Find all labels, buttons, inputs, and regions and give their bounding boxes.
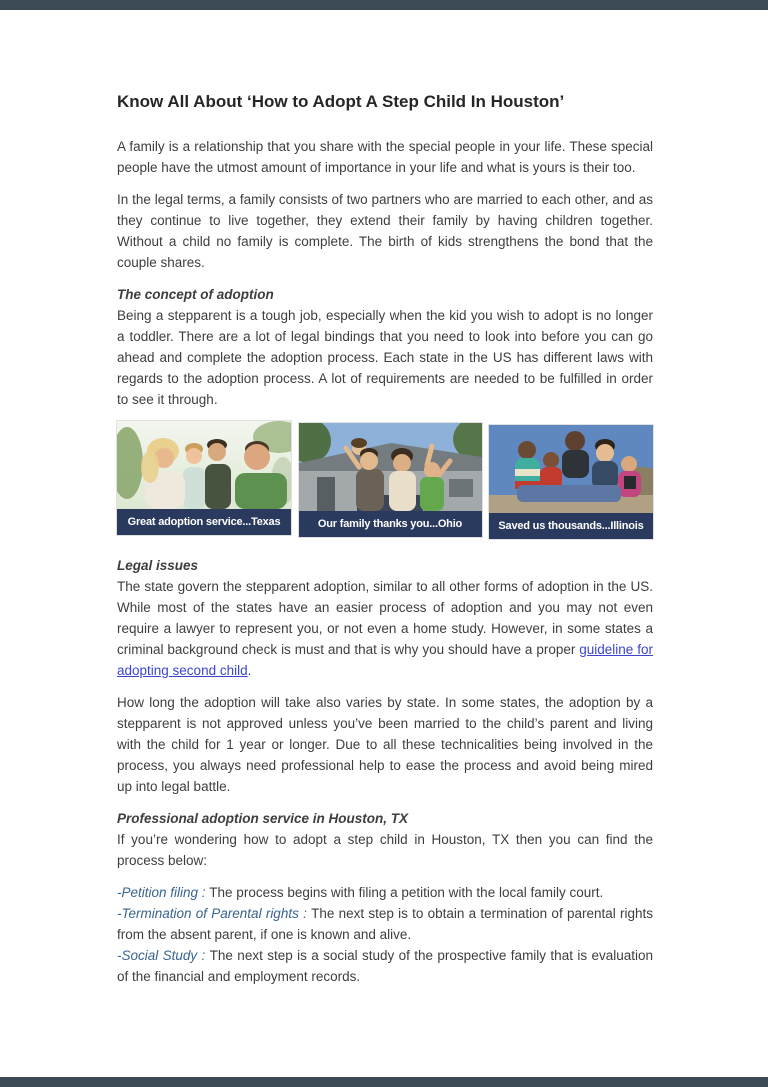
concept-section-paragraph: Being a stepparent is a tough job, especially when the kid you wish to adopt is no longer a toddler. There are a lot of legal bindings that you need to look into before you can go ahead and complete the adoption process. Each state in the US has different laws with regards to the adoption process. A lot of requirements are needed to be fulfilled in order to see it through. [117, 308, 653, 407]
legal-text-before-link: The state govern the stepparent adoption, similar to all other forms of adoption in the US. While most of the states have an easier process of adoption and you may not even require a lawyer to represent you, or not even a home study. However, in some states a criminal background check is must and that is why you should have a proper [117, 579, 653, 657]
legal-section-paragraph-2: How long the adoption will take also varies by state. In some states, the adoption by a stepparent is not approved unless you’ve been married to the child’s parent and living with the child for 1 year or longer. Due to all these technicalities being involved in the process, you always need professional help to ease the process and avoid being mired up into legal battle. [117, 695, 653, 794]
adoption-steps-list [117, 882, 653, 987]
family-photo-ohio-illustration [299, 423, 482, 511]
step-label: -Social Study : [117, 948, 210, 963]
legal-text-after-link: . [247, 663, 252, 678]
photo-caption-texas: Great adoption service...Texas [117, 509, 291, 535]
step-label: -Termination of Parental rights : [117, 906, 312, 921]
legal-section-paragraph [117, 576, 653, 681]
step-item-termination-rights [117, 903, 653, 945]
photo-caption-ohio: Our family thanks you...Ohio [299, 511, 482, 537]
legal-section-heading: Legal issues [117, 558, 199, 573]
step-text: The process begins with filing a petition with the local family court. [209, 885, 604, 900]
step-text: The next step is to obtain a termination of parental rights from the absent parent, if one is known and alive. [117, 906, 653, 942]
document-content [117, 90, 653, 987]
bottom-edge-bar [0, 1077, 768, 1087]
adopting-second-child-link[interactable]: guideline for adopting second child [117, 642, 653, 678]
intro-paragraph-1: A family is a relationship that you share with the special people in your life. These special people have the utmost amount of importance in your life and what is yours is their too. [117, 139, 653, 175]
concept-section-heading: The concept of adoption [117, 287, 274, 302]
step-text: The next step is a social study of the prospective family that is evaluation of the financial and employment records. [117, 948, 653, 984]
step-item-petition-filing [117, 882, 653, 903]
page-title: Know All About ‘How to Adopt A Step Child In Houston’ [117, 92, 565, 111]
adoption-photo-illinois [489, 425, 653, 539]
intro-paragraph-2: In the legal terms, a family consists of two partners who are married to each other, and as they continue to live together, they extend their family by having children together. Without a child no family is complete. The birth of kids strengthens the bond that the couple shares. [117, 192, 653, 270]
service-section-heading: Professional adoption service in Houston, TX [117, 811, 409, 826]
step-label: -Petition filing : [117, 885, 210, 900]
adoption-photo-ohio [299, 423, 482, 537]
family-photo-illinois-illustration [489, 425, 653, 513]
service-section-intro: If you’re wondering how to adopt a step child in Houston, TX then you can find the process below: [117, 832, 653, 868]
adoption-photo-texas [117, 421, 291, 535]
step-item-social-study [117, 945, 653, 987]
family-photo-texas-illustration [117, 421, 291, 509]
photo-caption-illinois: Saved us thousands...Illinois [489, 513, 653, 539]
photo-strip [117, 421, 653, 539]
top-edge-bar [0, 0, 768, 10]
